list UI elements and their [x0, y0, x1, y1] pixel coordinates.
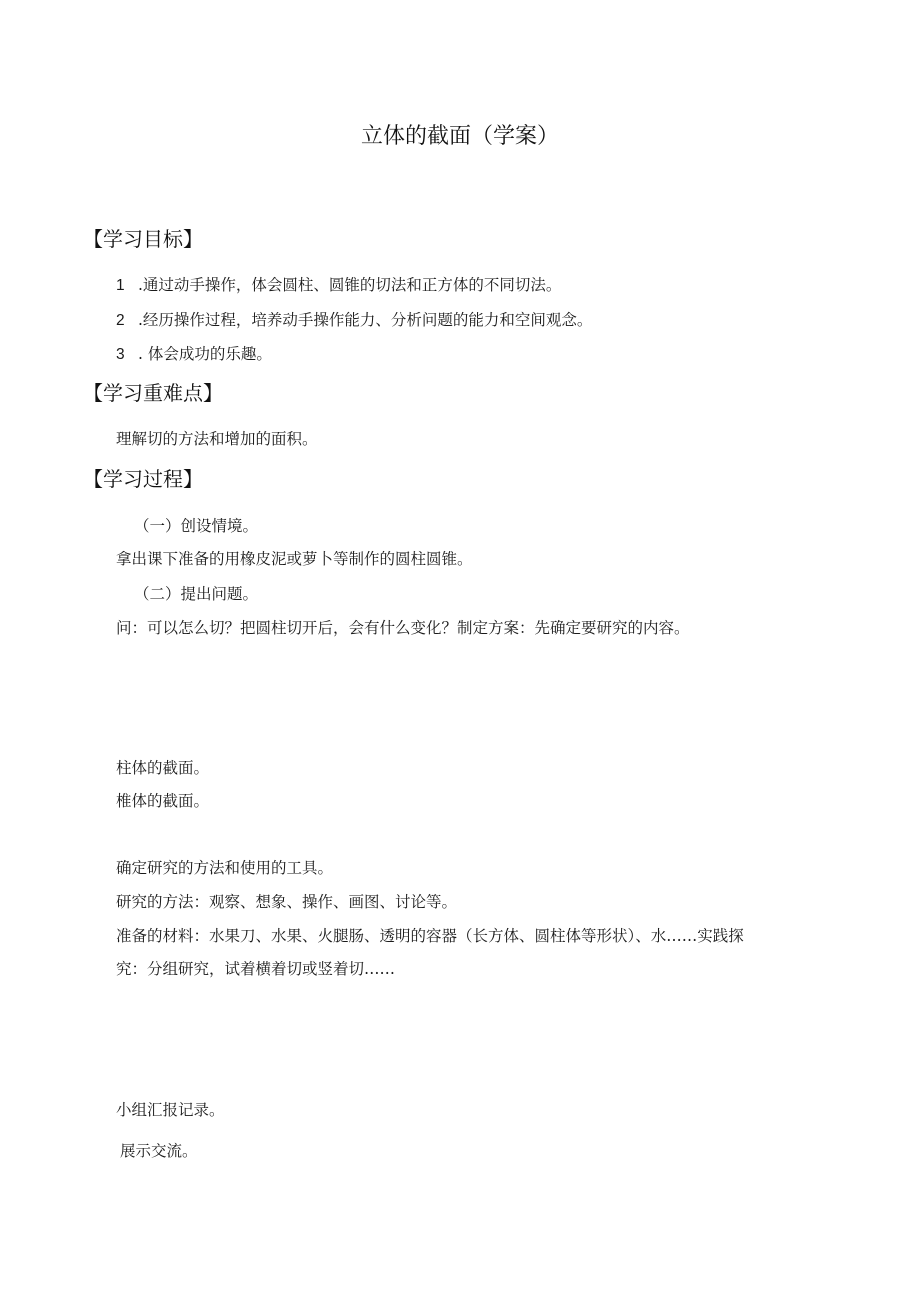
- content-cone-section: 椎体的截面。: [116, 792, 210, 810]
- objective-text: .经历操作过程，培养动手操作能力、分析问题的能力和空间观念。: [138, 311, 593, 329]
- report-text: 小组汇报记录。: [116, 1101, 225, 1119]
- materials-line-2: 究：分组研究，试着横着切或竖着切……: [116, 960, 396, 978]
- objective-item-2: [116, 313, 592, 329]
- key-points-text: 理解切的方法和增加的面积。: [116, 430, 318, 448]
- materials-line-1: 准备的材料：水果刀、水果、火腿肠、透明的容器（长方体、圆柱体等形状）、水……实践探: [116, 927, 744, 945]
- objective-item-3: [116, 347, 272, 363]
- objective-text: . 体会成功的乐趣。: [138, 345, 272, 363]
- method-text: 研究的方法：观察、想象、操作、画图、讨论等。: [116, 893, 458, 911]
- share-text: 展示交流。: [120, 1142, 198, 1160]
- objective-number: 2: [116, 312, 125, 329]
- step2-label: （二）提出问题。: [134, 585, 259, 603]
- objectives-heading: 【学习目标】: [83, 227, 203, 251]
- step2-text: 问：可以怎么切？把圆柱切开后，会有什么变化？制定方案：先确定要研究的内容。: [116, 619, 690, 637]
- objective-item-1: [116, 278, 561, 294]
- page-title: 立体的截面（学案）: [360, 124, 559, 149]
- key-points-heading: 【学习重难点】: [83, 381, 223, 405]
- method-intro: 确定研究的方法和使用的工具。: [116, 859, 334, 877]
- objective-number: 1: [116, 277, 125, 294]
- step1-label: （一）创设情境。: [134, 517, 259, 535]
- content-prism-section: 柱体的截面。: [116, 759, 210, 777]
- objective-number: 3: [116, 346, 125, 363]
- process-heading: 【学习过程】: [83, 467, 203, 491]
- step1-text: 拿出课下准备的用橡皮泥或萝卜等制作的圆柱圆锥。: [116, 550, 473, 568]
- objective-text: .通过动手操作，体会圆柱、圆锥的切法和正方体的不同切法。: [138, 276, 562, 294]
